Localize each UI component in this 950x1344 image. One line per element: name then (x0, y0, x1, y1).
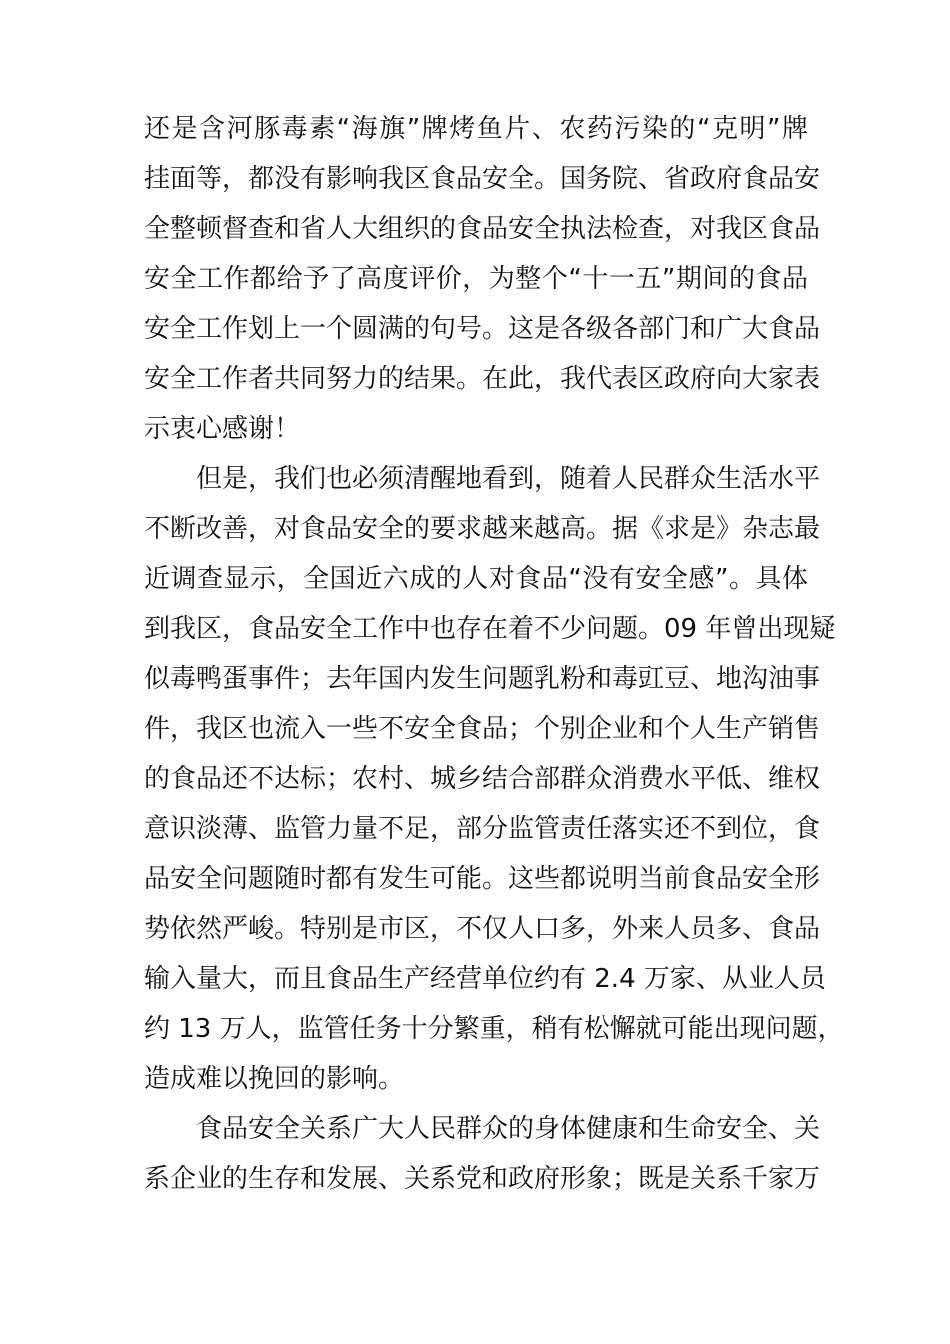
text-line: 势依然严峻。特别是市区，不仅人口多，外来人员多、食品 (144, 914, 821, 944)
text-line: 安全工作者共同努力的结果。在此，我代表区政府向大家表 (144, 364, 821, 394)
text-line: 还是含河豚毒素“海旗”牌烤鱼片、农药污染的“克明”牌 (144, 114, 808, 144)
text-line: 似毒鸭蛋事件；去年国内发生问题乳粉和毒豇豆、地沟油事 (144, 664, 821, 694)
text-line: 系企业的生存和发展、关系党和政府形象；既是关系千家万 (144, 1164, 821, 1194)
text-line: 件，我区也流入一些不安全食品；个别企业和个人生产销售 (144, 714, 821, 744)
text-line: 不断改善，对食品安全的要求越来越高。据《求是》杂志最 (144, 514, 821, 544)
text-line: 安全工作都给予了高度评价，为整个“十一五”期间的食品 (144, 264, 808, 294)
text-line: 到我区，食品安全工作中也存在着不少问题。09 年曾出现疑 (144, 614, 836, 644)
text-line: 示衷心感谢！ (144, 414, 301, 444)
text-line: 的食品还不达标；农村、城乡结合部群众消费水平低、维权 (144, 764, 821, 794)
text-line: 输入量大，而且食品生产经营单位约有 2.4 万家、从业人员 (144, 964, 826, 994)
paragraph-first-line: 食品安全关系广大人民群众的身体健康和生命安全、关 (196, 1114, 821, 1144)
text-line: 造成难以挽回的影响。 (144, 1064, 405, 1094)
text-line: 品安全问题随时都有发生可能。这些都说明当前食品安全形 (144, 864, 821, 894)
text-line: 挂面等，都没有影响我区食品安全。国务院、省政府食品安 (144, 164, 821, 194)
text-line: 约 13 万人，监管任务十分繁重，稍有松懈就可能出现问题， (144, 1014, 844, 1044)
text-line: 近调查显示，全国近六成的人对食品“没有安全感”。具体 (144, 564, 808, 594)
text-line: 安全工作划上一个圆满的句号。这是各级各部门和广大食品 (144, 314, 821, 344)
text-line: 全整顿督查和省人大组织的食品安全执法检查，对我区食品 (144, 214, 821, 244)
text-line: 意识淡薄、监管力量不足，部分监管责任落实还不到位，食 (144, 814, 821, 844)
body-text (144, 104, 844, 1204)
paragraph-first-line: 但是，我们也必须清醒地看到，随着人民群众生活水平 (196, 464, 821, 494)
